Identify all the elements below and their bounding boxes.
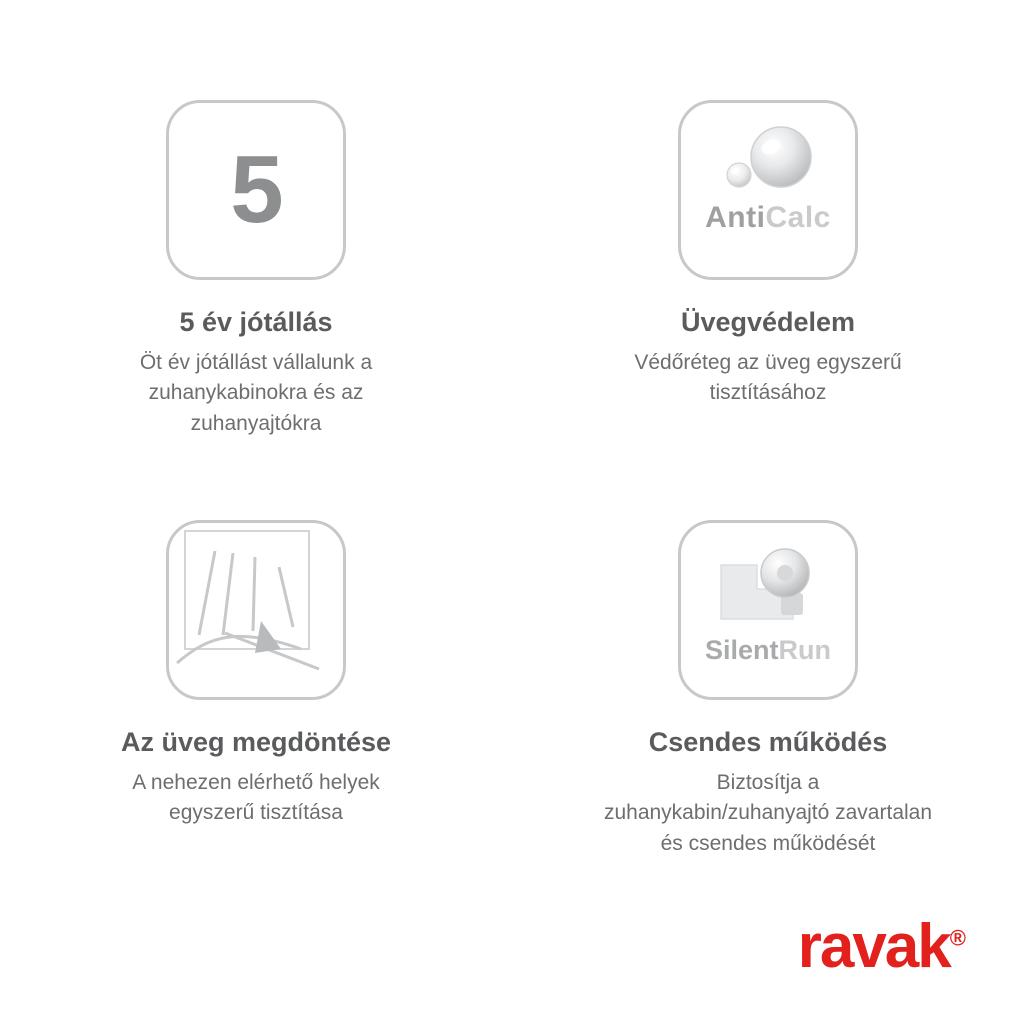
feature-desc-warranty: Öt év jótállást vállalunk a zuhanykabinokra és az zuhanyajtókra <box>139 350 373 435</box>
silentrun-icon <box>681 523 855 697</box>
silentrun-icon-box <box>678 520 858 700</box>
feature-title-silentrun: Csendes működés <box>648 727 888 757</box>
feature-desc-anticalc: Védőréteg az üveg egyszerű tisztításához <box>634 350 902 405</box>
registered-mark: ® <box>949 925 966 951</box>
feature-card-silentrun <box>512 480 1024 900</box>
svg-text:AntiCalc: AntiCalc <box>705 201 831 234</box>
five-years-icon-box <box>166 100 346 280</box>
feature-card-warranty <box>0 60 512 480</box>
feature-desc-glass-tilt: A nehezen elérhető helyek egyszerű tisztítása <box>132 770 380 825</box>
feature-grid <box>0 60 1024 900</box>
anticalc-icon-box <box>678 100 858 280</box>
feature-card-glass-tilt <box>0 480 512 900</box>
ravak-logo <box>797 912 966 981</box>
feature-card-anticalc <box>512 60 1024 480</box>
silentrun-icon-graphic <box>681 523 855 697</box>
feature-title-anticalc: Üvegvédelem <box>680 307 856 337</box>
glass-tilt-icon <box>169 523 343 697</box>
anticalc-icon-graphic <box>683 105 853 275</box>
glass-tilt-icon-graphic <box>169 523 343 697</box>
anticalc-icon <box>681 103 855 277</box>
feature-title-glass-tilt: Az üveg megdöntése <box>120 727 392 757</box>
feature-desc-silentrun: Biztosítja a zuhanykabin/zuhanyajtó zavartalan és csendes működését <box>603 770 933 855</box>
ravak-logo-text: ravak <box>797 912 950 981</box>
feature-title-warranty: 5 év jótállás <box>179 307 333 337</box>
svg-text:SilentRun: SilentRun <box>705 635 831 665</box>
five-years-icon-number: 5 <box>230 136 282 243</box>
glass-tilt-icon-box <box>166 520 346 700</box>
five-years-icon <box>169 103 343 277</box>
